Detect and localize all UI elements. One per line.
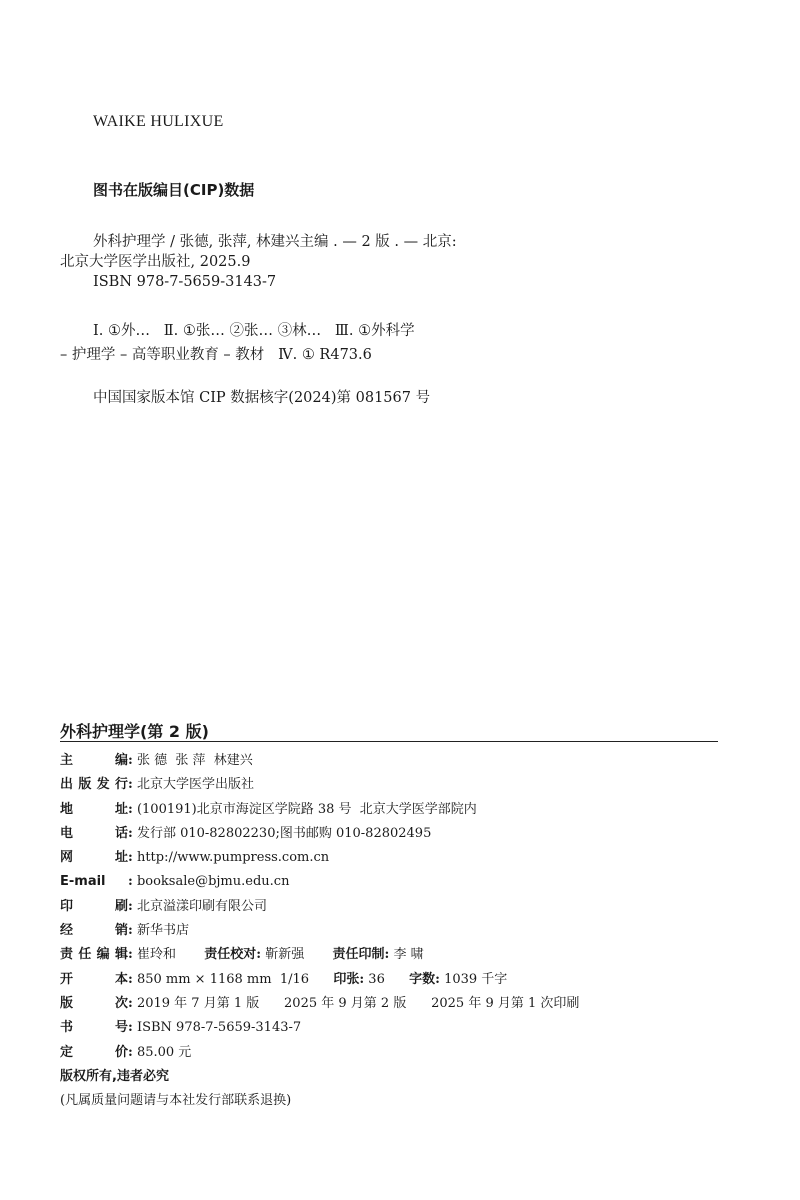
info-value: 850 mm × 1168 mm 1/16 [136, 971, 310, 987]
cip-line-1: 外科护理学 / 张德, 张萍, 林建兴主编 . — 2 版 . — 北京: [93, 234, 457, 250]
info-row-edition: 版次: 2019 年 7 月第 1 版 2025 年 9 月第 2 版 2025 年 9 月第 1 次印刷 [60, 992, 740, 1016]
info-value: (100191)北京市海淀区学院路 38 号 北京大学医学部院内 [136, 801, 477, 817]
cip-line-5: – 护理学 – 高等职业教育 – 教材 Ⅳ. ① R473.6 [60, 347, 372, 363]
info-label: 字数 [409, 971, 436, 987]
info-row-website: 网址: http://www.pumpress.com.cn [60, 846, 740, 870]
rights-statement: 版权所有,违者必究 [60, 1068, 169, 1084]
info-row-distributor: 经销: 新华书店 [60, 919, 740, 943]
info-row-editors: 主编: 张 德 张 萍 林建兴 [60, 749, 740, 773]
info-label: 电话 [60, 825, 128, 841]
info-row-format: 开本: 850 mm × 1168 mm 1/16 印张: 36 字数: 1039 千字 [60, 968, 740, 992]
info-label: 版次 [60, 995, 128, 1011]
info-label: 定价 [60, 1044, 128, 1060]
cip-heading: 图书在版编目(CIP)数据 [93, 181, 255, 199]
info-label: E-mail [60, 874, 106, 890]
info-label: 书号 [60, 1020, 128, 1036]
info-label: 责任印制 [332, 947, 385, 963]
info-label: 经销 [60, 923, 128, 939]
info-value: 1039 千字 [444, 971, 508, 987]
info-row-isbn: 书号: ISBN 978-7-5659-3143-7 [60, 1016, 740, 1040]
book-title: 外科护理学(第 2 版) [60, 722, 209, 741]
title-divider [60, 741, 718, 742]
info-value: 发行部 010-82802230;图书邮购 010-82802495 [136, 825, 432, 841]
cip-line-3: ISBN 978-7-5659-3143-7 [93, 274, 277, 290]
info-row-staff: 责任编辑: 崔玲和 责任校对: 靳新强 责任印制: 李 啸 [60, 943, 740, 967]
website-link[interactable]: http://www.pumpress.com.cn [136, 850, 330, 866]
cip-line-4: Ⅰ. ①外… Ⅱ. ①张… ②张… ③林… Ⅲ. ①外科学 [93, 323, 415, 339]
info-value: 北京溢漾印刷有限公司 [136, 898, 267, 914]
info-label: 印张 [333, 971, 360, 987]
info-label: 出版发行 [60, 777, 128, 793]
info-value: 85.00 元 [136, 1044, 192, 1060]
info-value: 36 [368, 971, 385, 987]
cip-line-6: 中国国家版本馆 CIP 数据核字(2024)第 081567 号 [93, 390, 431, 406]
info-value: 李 啸 [393, 947, 424, 963]
info-value: ISBN 978-7-5659-3143-7 [136, 1020, 302, 1036]
return-notice: (凡属质量问题请与本社发行部联系退换) [60, 1093, 292, 1109]
info-value: 新华书店 [136, 923, 189, 939]
info-value: 2019 年 7 月第 1 版 2025 年 9 月第 2 版 2025 年 9 月第 1 次印刷 [136, 995, 580, 1011]
info-value: 靳新强 [265, 947, 305, 963]
info-label: 地址 [60, 801, 128, 817]
info-row-price: 定价: 85.00 元 [60, 1041, 740, 1065]
info-label: 开本 [60, 971, 128, 987]
info-row-email: E-mail : booksale@bjmu.edu.cn [60, 870, 740, 894]
pinyin-title: WAIKE HULIXUE [93, 113, 224, 130]
publication-info [60, 749, 740, 1113]
info-row-printer: 印刷: 北京溢漾印刷有限公司 [60, 895, 740, 919]
info-row-phone: 电话: 发行部 010-82802230;图书邮购 010-82802495 [60, 822, 740, 846]
info-row-publisher: 出版发行: 北京大学医学出版社 [60, 773, 740, 797]
info-label: 责任编辑 [60, 947, 128, 963]
info-label: 网址 [60, 850, 128, 866]
info-value: 张 德 张 萍 林建兴 [136, 753, 253, 768]
info-label: 印刷 [60, 898, 128, 914]
email-link[interactable]: booksale@bjmu.edu.cn [136, 874, 290, 890]
info-value: 北京大学医学出版社 [136, 777, 254, 793]
info-label: 主编 [60, 753, 128, 768]
info-label: 责任校对 [204, 947, 257, 963]
info-value: 崔玲和 [136, 947, 176, 963]
info-row-address: 地址: (100191)北京市海淀区学院路 38 号 北京大学医学部院内 [60, 798, 740, 822]
cip-line-2: 北京大学医学出版社, 2025.9 [60, 254, 251, 270]
